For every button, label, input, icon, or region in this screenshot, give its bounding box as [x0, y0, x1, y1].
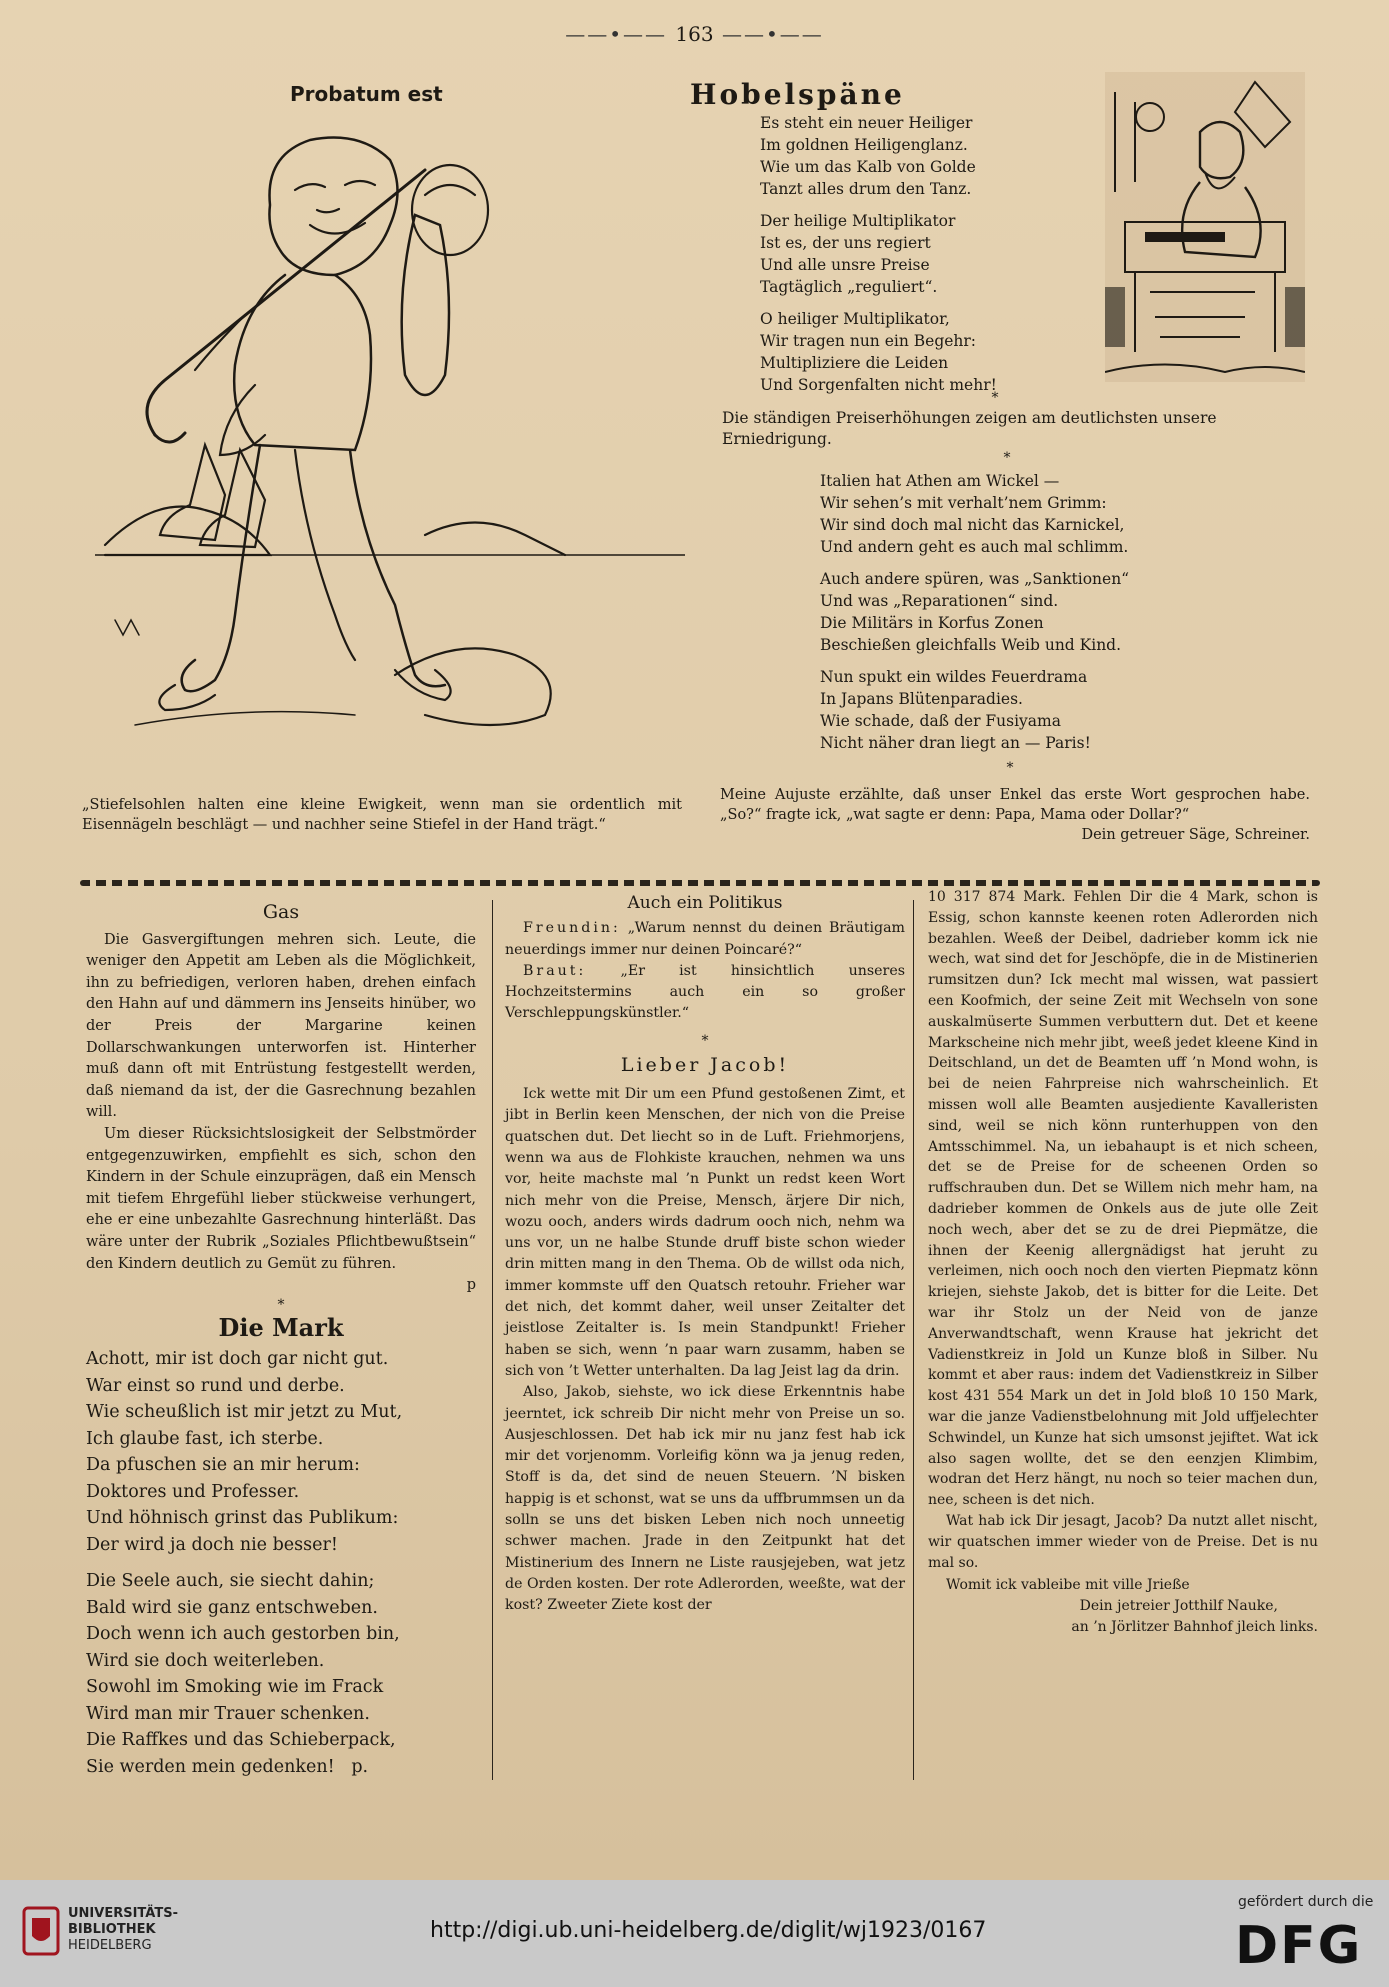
poem-stanza [760, 112, 1090, 200]
poem-stanza [760, 308, 1090, 396]
separator-star: * [1003, 450, 1011, 466]
poem-line: Die Seele auch, sie siecht dahin; [86, 1571, 375, 1592]
jacob-paragraph: Wat hab ick Dir jesagt, Jacob? Da nutzt allet nischt, wir quatschen immer wieder von de Preise. Det is nu mal so. [928, 1512, 1318, 1571]
mark-signature: p. [351, 1756, 369, 1777]
column-rule [492, 900, 493, 1780]
poem-line: Und Sorgenfalten nicht mehr! [760, 376, 997, 394]
gas-signature: p [466, 1277, 476, 1294]
poem-line: Die Militärs in Korfus Zonen [820, 614, 1044, 632]
poem-stanza [820, 666, 1240, 754]
preise-note: Die ständigen Preiserhöhungen zeigen am deutlichsten unsere Erniedrigung. [722, 409, 1217, 448]
poem-line: Achott, mir ist doch gar nicht gut. [86, 1349, 389, 1370]
poem-line: Beschießen gleichfalls Weib und Kind. [820, 636, 1122, 654]
source-url[interactable]: http://digi.ub.uni-heidelberg.de/diglit/wj1923/0167 [430, 1918, 987, 1943]
poem-line: Wie schade, daß der Fusiyama [820, 712, 1061, 730]
poem-line: O heiliger Multiplikator, [760, 310, 950, 328]
poem-line: In Japans Blütenparadies. [820, 690, 1023, 708]
poem-stanza [86, 1346, 476, 1558]
poem-line: War einst so rund und derbe. [86, 1375, 345, 1396]
gas-paragraph: Die Gasvergiftungen mehren sich. Leute, die weniger den Appetit am Leben als die Möglichkeit, ihn zu befriedigen, verloren haben, drehen einfach den Hahn auf und dämmern ins Jenseits hinüber, wo der Preis der Margarine keinen Dollarschwankungen unterworfen ist. Hinterher muß dann oft mit Entrüstung festgestellt werden, daß niemand da ist, der die Gasrechnung bezahlen will. [86, 931, 476, 1121]
speaker-label: Freundin: [523, 920, 621, 937]
column-middle [505, 893, 905, 1617]
poem-line: Italien hat Athen am Wickel — [820, 472, 1060, 490]
cartoon-illustration [95, 115, 685, 785]
separator-star: * [277, 1296, 285, 1313]
poem-line: Es steht ein neuer Heiliger [760, 114, 973, 132]
poem-line: Nicht näher dran liegt an — Paris! [820, 734, 1091, 752]
auguste-text: Meine Aujuste erzählte, daß unser Enkel das erste Wort gesprochen habe. „So?“ fragte ick, „wat sagte er denn: Papa, Mama oder Dollar?“ [720, 787, 1310, 823]
column-right [928, 887, 1318, 1638]
separator-star: * [701, 1032, 709, 1049]
politikus-dialogue: Freundin: „Warum nennst du deinen Bräutigam neuerdings immer nur deinen Poincaré?“ [505, 920, 906, 958]
cartoon-title: Probatum est [290, 82, 443, 106]
poem-line: Wie scheußlich ist mir jetzt zu Mut, [86, 1402, 403, 1423]
poem-line: Der wird ja doch nie besser! [86, 1534, 338, 1555]
poem-line: Bald wird sie ganz entschweben. [86, 1597, 378, 1618]
jacob-paragraph: Also, Jakob, siehste, wo ick diese Erkenntnis habe jeerntet, ick schreib Dir nicht mehr von Preise un so. Ausjeschlossen. Det hab ick mir nu janz fest hab ick mir det vorjenomm. Vorleifig könn wa ja jenug reden, Stoff is da, det sind de neuen Steuern. ’N bisken happig is et schonst, wat se uns da uffbrummsen un da solln se uns det bisken Leben nich noch unneetig schwer machen. Jrade in den Zeitpunkt hat det Mistinerium des Innern ne Liste rausjejeben, wat jetz de Orden kosten. Der rote Adlerorden, weeßte, wat der kost? Zweeter Ziete kost der [505, 1384, 905, 1614]
jacob-paragraph: Ick wette mit Dir um een Pfund gestoßenen Zimt, et jibt in Berlin keen Menschen, der nich von die Preise quatschen dut. Det liecht so in de Luft. Friehmorjens, wenn wa aus de Flohkiste krauchen, nehmen wa uns vor, heite machste mal ’n Punkt un redst keen Wort nich mehr von die Preise, Mensch, ärjere Dir nich, wozu ooch, anders wirds dadrum ooch nich, nehm wa uns vor, un ne halbe Stunde druff biste schon wieder drin mitten mang in den Thema. Ob de willst oda nich, immer kommste uff den Quatsch retouhr. Frieher war det nich, det kommt daher, weil unser Zeitalter det jeistlose Zeitalter is. Is mein Standpunkt! Frieher haben se sich, wenn ’n paar warn zusamm, haben se sich von ’t Wetter unterhalten. Da lag Jeist lag da drin. [505, 1086, 905, 1379]
page-number: ——•—— 163 ——•—— [565, 22, 824, 46]
poem-line: Tagtäglich „reguliert“. [760, 278, 938, 296]
speaker-label: Braut: [523, 962, 587, 979]
poem-stanza [86, 1568, 476, 1780]
hobelspaene-title: Hobelspäne [690, 78, 905, 111]
jacob-paragraph: 10 317 874 Mark. Fehlen Dir die 4 Mark, schon is Essig, schon kannste keenen roten Adlerorden nich bezahlen. Weeß der Deibel, dadrieber komm ick nie wech, wat sind det for Jeschöpfe, die in de Mistinerien rumsitzen dun? Ick mecht mal wissen, wat passiert een Koofmich, der seine Zeit mit Wechseln von sone auskalmüserte Summen verbuttern dut. Det et keene Markscheine nich mehr jibt, weeß jedet kleene Kind in Deitschland, un det de Beamten uff ’n Mond wohn, is bei de neien Fahrpreise nich wahrscheinlich. Et missen woll alle Beamten ausjediente Kavalleristen sind, weil se nich könn runterhuppen von den Amtsschimmel. Na, un iebahaupt is et nich scheen, det se de Preise for de scheenen Orden so ruffschrauben dun. Det se Willem nich mehr ham, na dadrieber kommen de Onkels aus de jute olle Zeit noch wech, aber det se zu de drei Piepmätze, die ihnen der Keenig allergnädigst hat jeruht zu verleimen, nich ooch noch den vierten Piepmatz könn kriejen, siehste Jakob, det is bitter for die Leite. Det war ihr Stolz un der Neid von de janze Anverwandtschaft, wenn Krause hat jekricht det Vadienstkreiz in Jold un Kunze bloß in Silber. Nu kommt et aber raus: indem det Vadienstkreiz in Silber kost 431 554 Mark un det in Jold bloß 10 150 Mark, war die janze Vadienstbelohnung mit Jold uffjelechter Schwindel, un Kunze hat sich umsonst jejiftet. Wat ick also sagen wollte, det se den eenzjen Klimbim, wodran det Herz hängt, nu noch so teier machen dun, nee, scheen is det nich. [928, 889, 1318, 1509]
politikus-dialogue: Braut: „Er ist hinsichtlich unseres Hochzeitstermins auch ein so großer Verschleppungskünstler.“ [505, 962, 905, 1022]
separator-star: * [991, 390, 999, 406]
poem-line: Doktores und Professer. [86, 1481, 300, 1502]
poem-line: Wir tragen nun ein Begehr: [760, 332, 977, 350]
jacob-title: Lieber Jacob! [620, 1053, 790, 1076]
poem-line: Wir sehen’s mit verhalt’nem Grimm: [820, 494, 1107, 512]
poem-line: Multipliziere die Leiden [760, 354, 949, 372]
poem-line: Wird sie doch weiterleben. [86, 1650, 325, 1671]
poem-line: Sowohl im Smoking wie im Frack [86, 1677, 384, 1698]
gas-title: Gas [262, 901, 300, 923]
poem-stanza [820, 470, 1240, 558]
poem-line: Auch andere spüren, was „Sanktionen“ [820, 570, 1130, 588]
poem-line: Ist es, der uns regiert [760, 234, 931, 252]
gas-paragraph: Um dieser Rücksichtslosigkeit der Selbstmörder entgegenzuwirken, empfiehlt es sich, schon den Kindern in der Schule einzuprägen, daß ein Mensch mit tiefem Ehrgefühl lieber stückweise verhungert, ehe er eine unbezahlte Gasrechnung hinterläßt. Das wäre unter der Rubrik „Soziales Pflichtbewußtsein“ den Kindern deutlich zu Gemüt zu führen. [86, 1125, 476, 1272]
dfg-logo: DFG [1235, 1916, 1363, 1976]
poem-stanza [760, 210, 1090, 298]
poem-line: Sie werden mein gedenken! p. [86, 1756, 369, 1777]
jacob-signature: Dein jetreier Jotthilf Nauke, [1079, 1598, 1278, 1615]
politikus-title: Auch ein Politikus [627, 893, 783, 913]
jacob-closing: Womit ick vableibe mit ville Jrieße [946, 1577, 1190, 1594]
poem-line: Der heilige Multiplikator [760, 212, 956, 230]
poem-line: Wird man mir Trauer schenken. [86, 1703, 370, 1724]
column-rule [913, 900, 914, 1780]
hobelspaene-poem [760, 112, 1090, 406]
auguste-anecdote [720, 785, 1310, 845]
poem-line: Und alle unsre Preise [760, 256, 930, 274]
poem-line: Doch wenn ich auch gestorben bin, [86, 1624, 400, 1645]
section-divider [80, 880, 1320, 886]
library-footer [0, 1880, 1389, 1987]
mark-title: Die Mark [218, 1312, 344, 1342]
university-seal-icon [22, 1906, 60, 1956]
cartoon-caption: „Stiefelsohlen halten eine kleine Ewigkeit, wenn man sie ordentlich mit Eisennägeln beschlägt — und nachher seine Stiefel in der Hand trägt.“ [82, 797, 682, 833]
poem-line: Ich glaube fast, ich sterbe. [86, 1428, 324, 1449]
jacob-signature: an ’n Jörlitzer Bahnhof jleich links. [1071, 1618, 1318, 1635]
poem-line: Nun spukt ein wildes Feuerdrama [820, 668, 1088, 686]
dfg-caption: gefördert durch die [1238, 1894, 1374, 1910]
poem-line: Wie um das Kalb von Golde [760, 158, 976, 176]
poem-line: Wir sind doch mal nicht das Karnickel, [820, 516, 1125, 534]
column-left [86, 898, 476, 1780]
poem-line: Und höhnisch grinst das Publikum: [86, 1508, 399, 1529]
mark-poem [86, 1346, 476, 1780]
separator-star: * [1006, 760, 1014, 776]
poem-line: Und andern geht es auch mal schlimm. [820, 538, 1129, 556]
poem-line: Tanzt alles drum den Tanz. [760, 180, 972, 198]
poem-line: Da pfuschen sie an mir herum: [86, 1455, 360, 1476]
poem-line: Die Raffkes und das Schieberpack, [86, 1730, 396, 1751]
italien-poem [820, 470, 1240, 764]
poem-line: Und was „Reparationen“ sind. [820, 592, 1059, 610]
library-name: UNIVERSITÄTS- BIBLIOTHEK HEIDELBERG [68, 1906, 178, 1953]
poem-line: Im goldnen Heiligenglanz. [760, 136, 968, 154]
poem-stanza [820, 568, 1240, 656]
carpenter-illustration [1105, 72, 1305, 382]
auguste-signature: Dein getreuer Säge, Schreiner. [1081, 827, 1310, 843]
